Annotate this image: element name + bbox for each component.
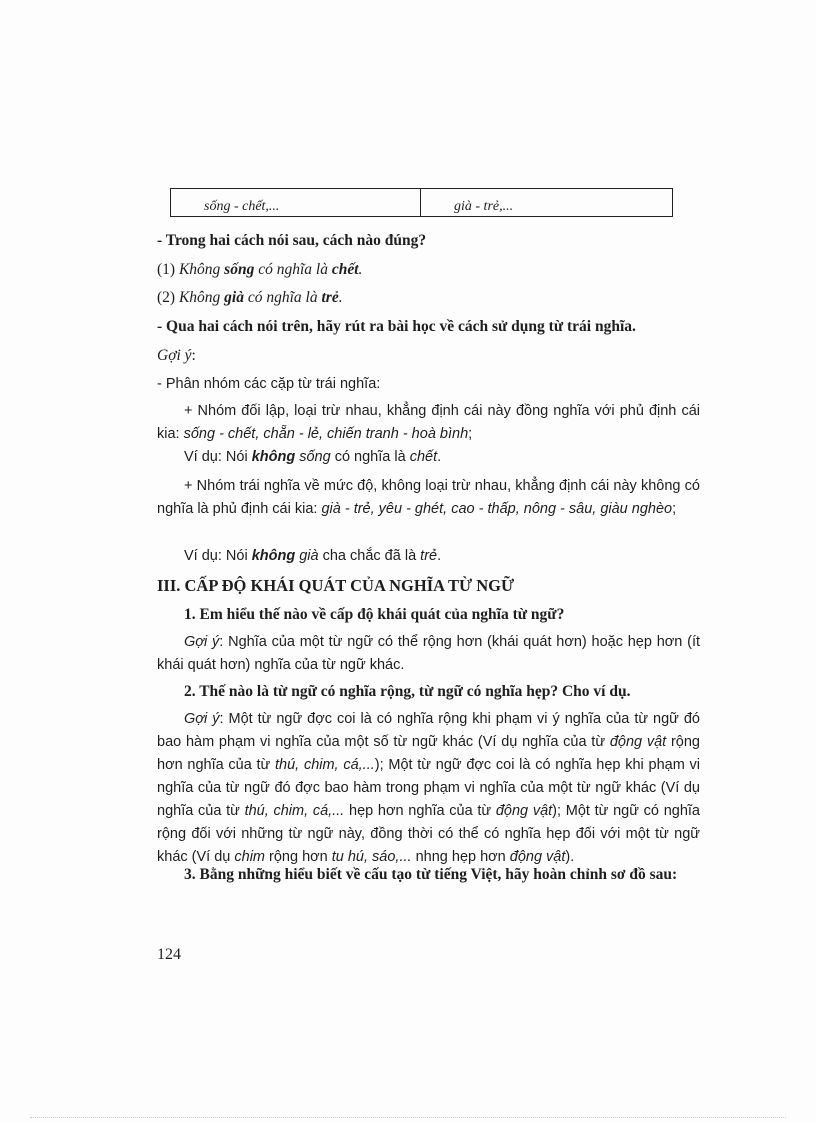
- table-cell-right: [421, 189, 672, 216]
- table-cell-right-text: già - trẻ,...: [454, 199, 514, 214]
- example-1: Ví dụ: Nói không sống có nghĩa là chết.: [184, 449, 442, 465]
- question-1: - Trong hai cách nói sau, cách nào đúng?: [157, 232, 427, 249]
- section-question-1: 1. Em hiểu thế nào về cấp độ khái quát của nghĩa từ ngữ?: [184, 606, 565, 623]
- section-question-3: 3. Bằng những hiểu biết về cấu tạo từ tiếng Việt, hãy hoàn chỉnh sơ đồ sau:: [184, 866, 678, 883]
- group-intro: - Phân nhóm các cặp từ trái nghĩa:: [157, 376, 381, 392]
- option-1: (1) Không sống có nghĩa là chết.: [157, 261, 363, 278]
- section-question-2: 2. Thế nào là từ ngữ có nghĩa rộng, từ ngữ có nghĩa hẹp? Cho ví dụ.: [184, 683, 631, 700]
- option-2: (2) Không già có nghĩa là trẻ.: [157, 289, 343, 306]
- antonym-table: [170, 188, 673, 217]
- table-cell-left-text: sống - chết,...: [204, 199, 280, 214]
- page-number: 124: [157, 946, 181, 963]
- group-2: + Nhóm trái nghĩa về mức độ, không loại trừ nhau, khẳng định cái này không có nghĩa là phủ định cái kia: già - trẻ, yêu - ghét, cao - thấp, nông - sâu, giàu nghèo;: [157, 478, 700, 517]
- section-answer-1: Gợi ý: Nghĩa của một từ ngữ có thể rộng hơn (khái quát hơn) hoặc hẹp hơn (ít khái quát hơn) nghĩa của từ ngữ khác.: [157, 634, 700, 673]
- group-1: + Nhóm đối lập, loại trừ nhau, khẳng định cái này đồng nghĩa với phủ định cái kia: sống - chết, chẵn - lẻ, chiến tranh - hoà bình;: [157, 403, 700, 442]
- footer-divider: [30, 1117, 786, 1118]
- table-cell-left: [171, 189, 421, 216]
- section-answer-2: Gợi ý: Một từ ngữ đợc coi là có nghĩa rộng khi phạm vi ý nghĩa của từ ngữ đó bao hàm phạm vi nghĩa của một số từ ngữ khác (Ví dụ nghĩa của từ động vật rộng hơn nghĩa của từ thú, chim, cá,...); Một từ ngữ đợc coi là có nghĩa hẹp khi phạm vi nghĩa của từ ngữ đó đợc bao hàm trong phạm vi nghĩa của một từ ngữ khác (Ví dụ nghĩa của từ thú, chim, cá,... hẹp hơn nghĩa của từ động vật); Một từ ngữ có nghĩa rộng đối với những từ ngữ này, đồng thời có thể có nghĩa hẹp đối với một từ ngữ khác (Ví dụ chim rộng hơn tu hú, sáo,... nhng hẹp hơn động vật).: [157, 711, 700, 865]
- example-2: Ví dụ: Nói không già cha chắc đã là trẻ.: [184, 548, 442, 564]
- question-2: - Qua hai cách nói trên, hãy rút ra bài học về cách sử dụng từ trái nghĩa.: [157, 318, 636, 335]
- hint-label-1: Gợi ý:: [157, 347, 196, 364]
- section-heading: III. CẤP ĐỘ KHÁI QUÁT CỦA NGHĨA TỪ NGỮ: [157, 576, 515, 595]
